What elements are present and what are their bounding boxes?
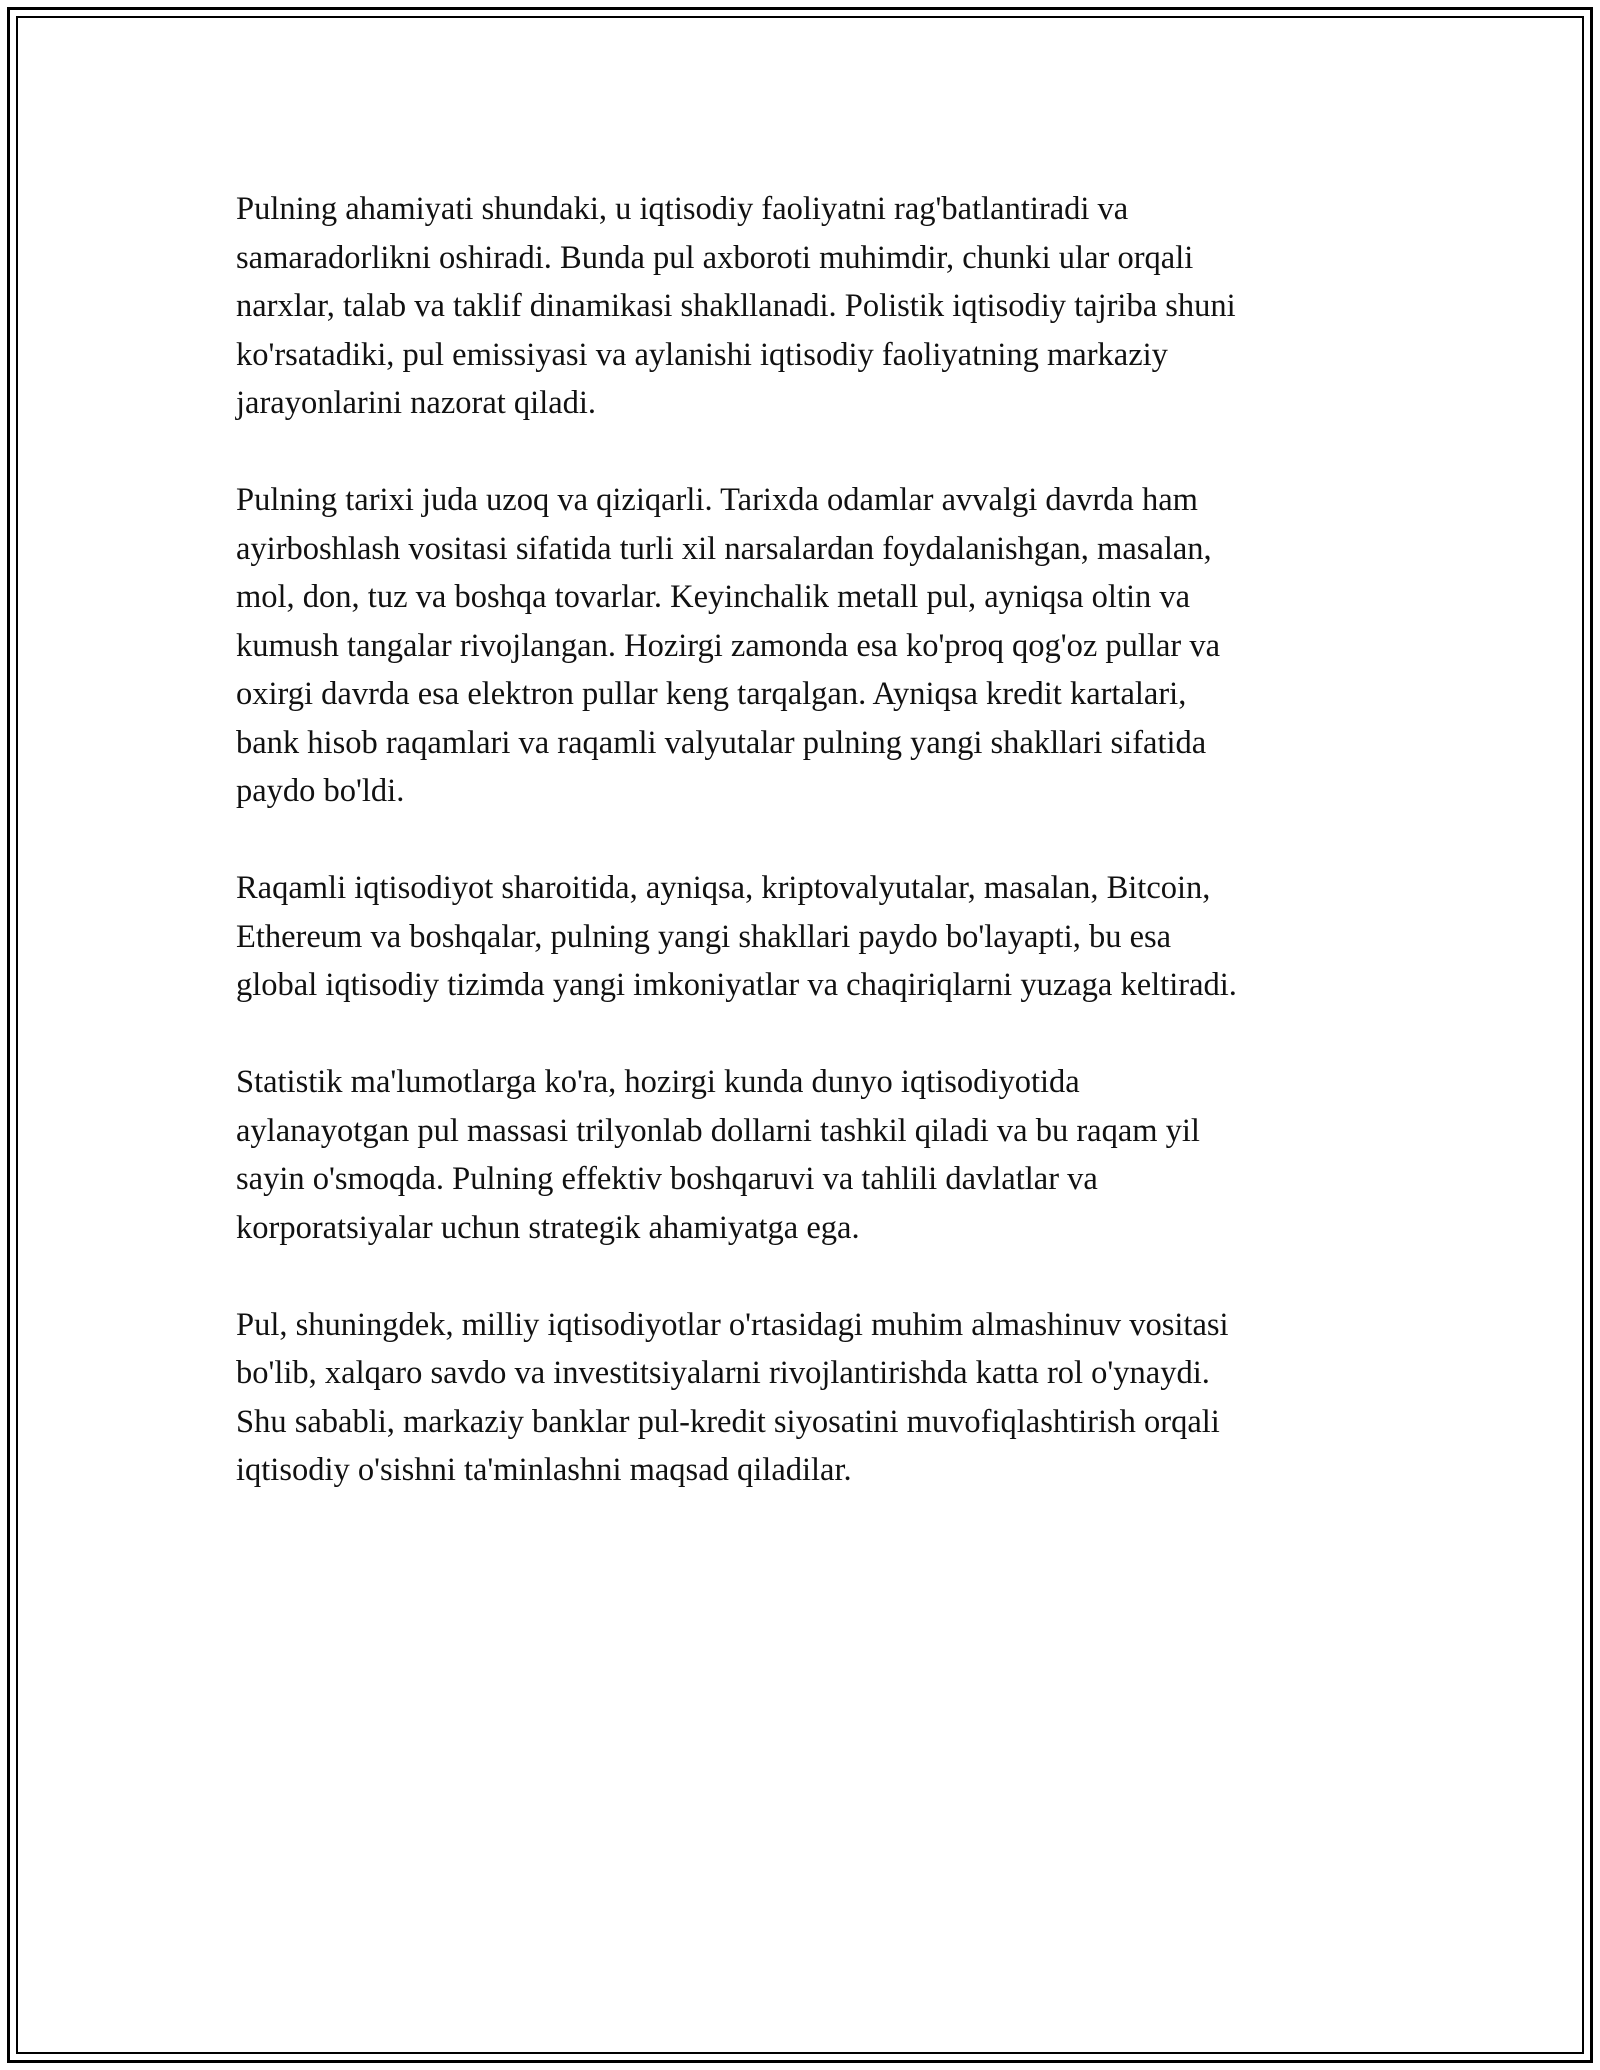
text-line: paydo bo'ldi. xyxy=(236,773,405,809)
text-line: Statistik ma'lumotlarga ko'ra, hozirgi kunda dunyo iqtisodiyotida xyxy=(236,1064,1080,1100)
text-line: mol, don, tuz va boshqa tovarlar. Keyinchalik metall pul, ayniqsa oltin va xyxy=(236,579,1191,615)
paragraph-2 xyxy=(236,476,1386,816)
text-line: narxlar, talab va taklif dinamikasi shakllanadi. Polistik iqtisodiy tajriba shuni xyxy=(236,288,1236,324)
text-line: aylanayotgan pul massasi trilyonlab dollarni tashkil qiladi va bu raqam yil xyxy=(236,1112,1200,1149)
paragraph-3 xyxy=(236,864,1386,1010)
text-line: sayin o'smoqda. Pulning effektiv boshqaruvi va tahlili davlatlar va xyxy=(236,1161,1098,1197)
text-line: Shu sababli, markaziy banklar pul-kredit siyosatini muvofiqlashtirish orqali xyxy=(236,1403,1220,1440)
text-line: Raqamli iqtisodiyot sharoitida, ayniqsa, kriptovalyutalar, masalan, Bitcoin, xyxy=(236,870,1211,906)
paragraph-4 xyxy=(236,1058,1386,1252)
text-line: jarayonlarini nazorat qiladi. xyxy=(236,385,597,421)
text-line: kumush tangalar rivojlangan. Hozirgi zamonda esa ko'proq qog'oz pullar va xyxy=(236,627,1221,664)
text-line: iqtisodiy o'sishni ta'minlashni maqsad qiladilar. xyxy=(236,1452,852,1488)
text-line: ko'rsatadiki, pul emissiyasi va aylanishi iqtisodiy faoliyatning markaziy xyxy=(236,336,1168,373)
text-line: Ethereum va boshqalar, pulning yangi shakllari paydo bo'layapti, bu esa xyxy=(236,918,1172,955)
text-line: global iqtisodiy tizimda yangi imkoniyatlar va chaqiriqlarni yuzaga keltiradi. xyxy=(236,967,1237,1003)
paragraph-5 xyxy=(236,1301,1386,1495)
text-line: Pulning ahamiyati shundaki, u iqtisodiy faoliyatni rag'batlantiradi va xyxy=(236,191,1129,227)
text-line: bank hisob raqamlari va raqamli valyutalar pulning yangi shakllari sifatida xyxy=(236,724,1207,761)
text-line: bo'lib, xalqaro savdo va investitsiyalarni rivojlantirishda katta rol o'ynaydi. xyxy=(236,1355,1210,1391)
text-line: ayirboshlash vositasi sifatida turli xil narsalardan foydalanishgan, masalan, xyxy=(236,530,1212,567)
text-line: Pul, shuningdek, milliy iqtisodiyotlar o'rtasidagi muhim almashinuv vositasi xyxy=(236,1306,1229,1343)
text-line: korporatsiyalar uchun strategik ahamiyatga ega. xyxy=(236,1209,860,1246)
text-line: Pulning tarixi juda uzoq va qiziqarli. Tarixda odamlar avvalgi davrda ham xyxy=(236,482,1198,518)
paragraph-1 xyxy=(236,185,1386,428)
document-body xyxy=(236,185,1386,1543)
text-line: samaradorlikni oshiradi. Bunda pul axboroti muhimdir, chunki ular orqali xyxy=(236,239,1194,276)
text-line: oxirgi davrda esa elektron pullar keng tarqalgan. Ayniqsa kredit kartalari, xyxy=(236,676,1187,712)
